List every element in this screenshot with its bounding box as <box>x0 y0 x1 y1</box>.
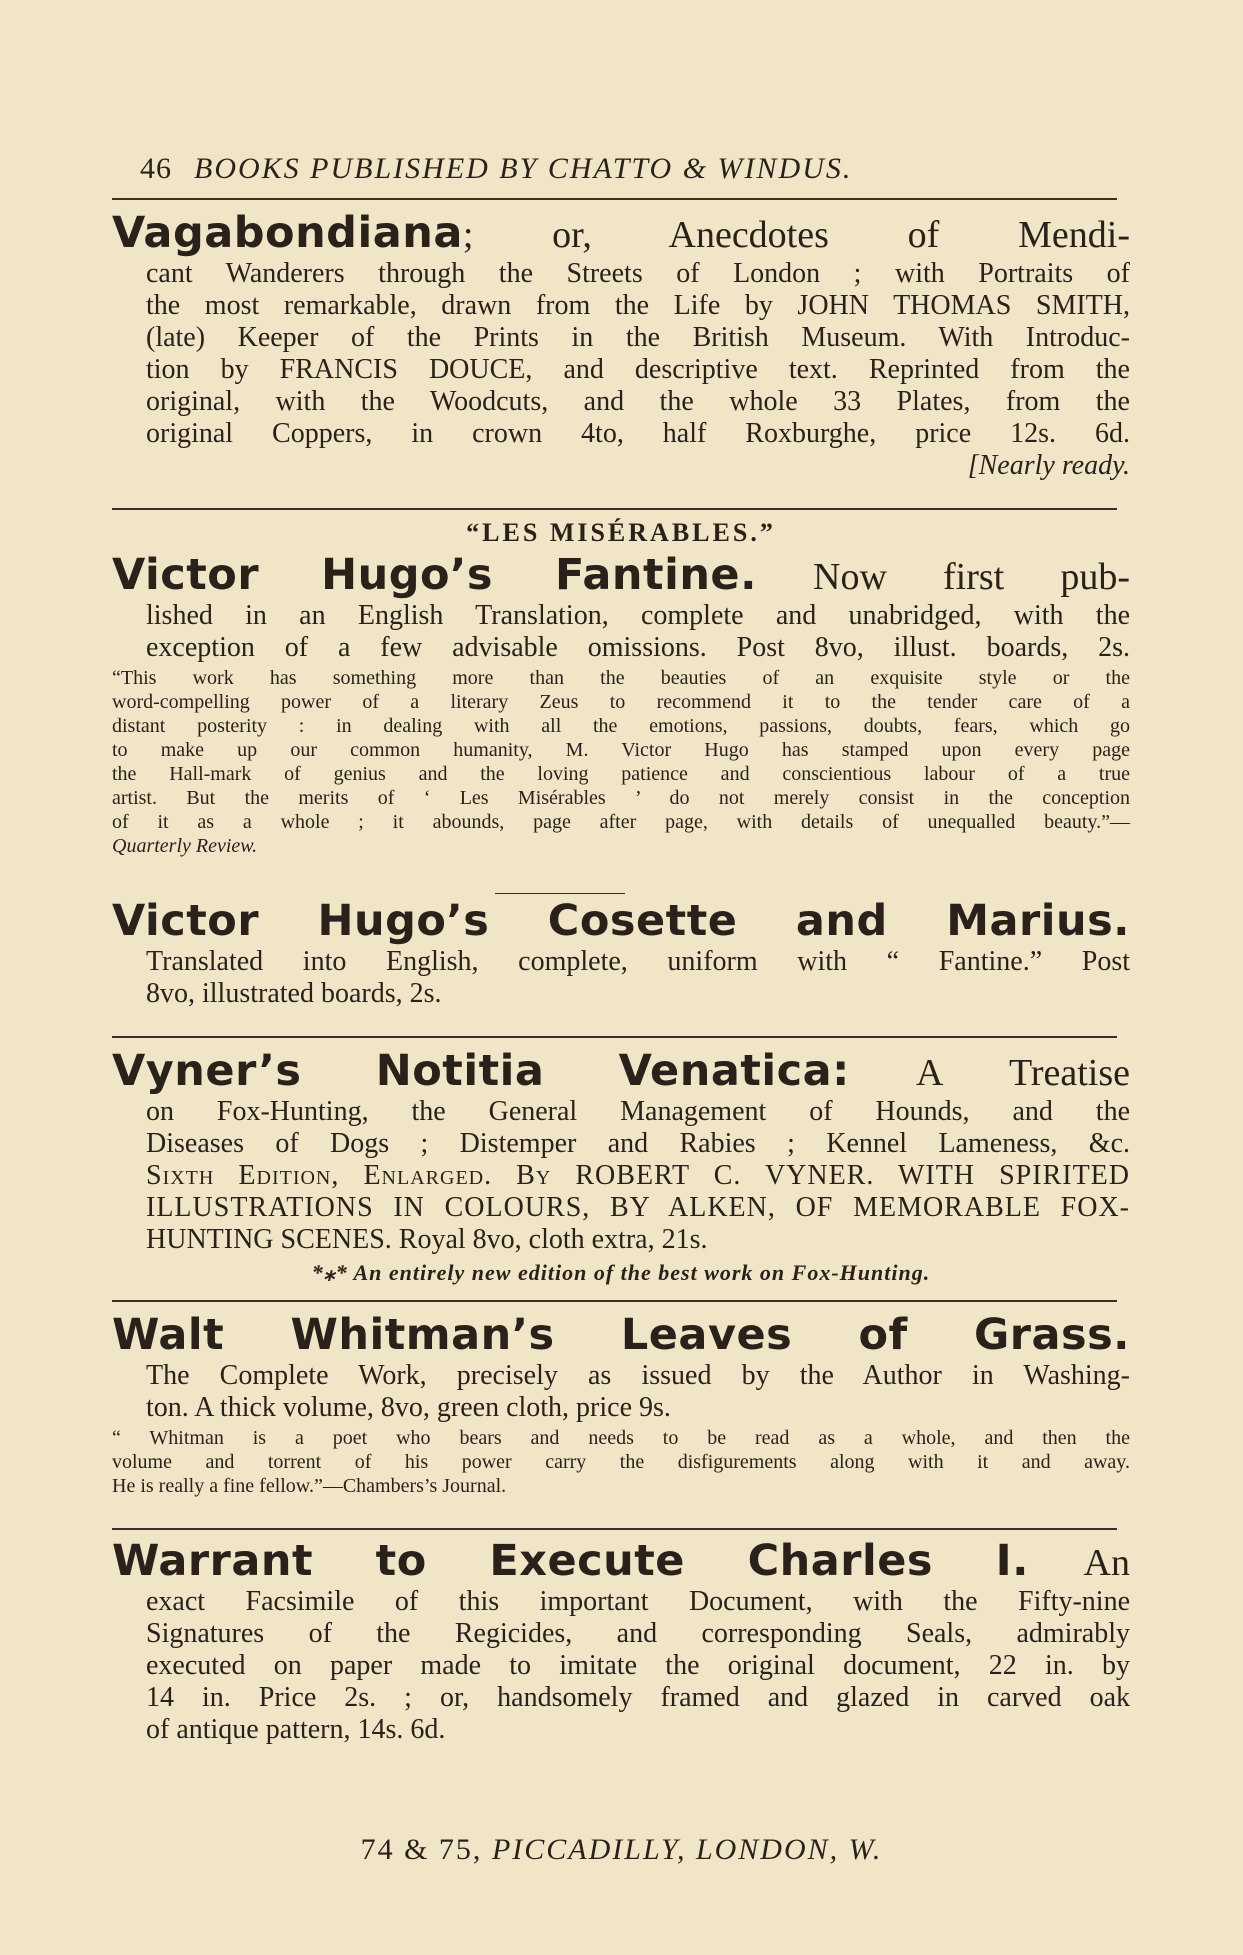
entry-heading <box>112 210 1130 258</box>
entry-vyner <box>112 1048 1130 1286</box>
entry-title: Warrant to Execute Charles I. <box>112 1536 1029 1586</box>
section-rule <box>112 508 1117 510</box>
quote-line: He is really a fine fellow.”—Chambers’s Journal. <box>112 1475 507 1497</box>
text-line: ILLUSTRATIONS IN COLOURS, BY ALKEN, OF MEMORABLE FOX- <box>146 1192 1130 1223</box>
section-rule <box>112 1528 1117 1530</box>
text-line: exception of a few advisable omissions. Post 8vo, illust. boards, 2s. <box>146 632 1130 663</box>
quote-line: to make up our common humanity, M. Victor Hugo has stamped upon every page <box>112 739 1130 761</box>
entry-description <box>112 946 1130 1010</box>
entry-vagabondiana <box>112 210 1130 482</box>
entry-heading <box>112 898 1130 946</box>
entry-heading-rest: A Treatise <box>916 1052 1130 1094</box>
address-number: 74 & 75, <box>360 1833 483 1866</box>
address-street: PICCADILLY, LONDON, W. <box>491 1833 883 1866</box>
status-note: [Nearly ready. <box>967 450 1130 481</box>
entry-title: Vyner’s Notitia Venatica: <box>112 1046 850 1096</box>
edition-note: *⁎* An entirely new edition of the best work on Fox-Hunting. <box>311 1260 931 1285</box>
entry-cosette <box>112 898 1130 1010</box>
text-line: the most remarkable, drawn from the Life by JOHN THOMAS SMITH, <box>146 290 1130 321</box>
quote-line: the Hall-mark of genius and the loving patience and conscientious labour of a true <box>112 763 1130 785</box>
quote-line: “ Whitman is a poet who bears and needs to be read as a whole, and then the <box>112 1427 1130 1449</box>
text-line: exact Facsimile of this important Document, with the Fifty-nine <box>146 1586 1130 1617</box>
text-line: tion by FRANCIS DOUCE, and descriptive text. Reprinted from the <box>146 354 1130 385</box>
quote-line: word-compelling power of a literary Zeus to recommend it to the tender care of a <box>112 691 1130 713</box>
text-line: cant Wanderers through the Streets of London ; with Portraits of <box>146 258 1130 289</box>
entry-whitman <box>112 1312 1130 1498</box>
quote-line: artist. But the merits of ‘ Les Misérables ’ do not merely consist in the conception <box>112 787 1130 809</box>
review-quote <box>112 1426 1130 1498</box>
entry-heading <box>112 1312 1130 1360</box>
text-line: original, with the Woodcuts, and the whole 33 Plates, from the <box>146 386 1130 417</box>
entry-title: Vagabondiana <box>112 208 463 258</box>
entry-description <box>112 258 1130 450</box>
quote-source: Quarterly Review. <box>112 835 258 857</box>
entry-warrant <box>112 1538 1130 1746</box>
entry-title: Walt Whitman’s Leaves of Grass. <box>112 1310 1130 1360</box>
entry-fantine <box>112 518 1130 858</box>
entry-description <box>112 600 1130 664</box>
entry-heading <box>112 1538 1130 1586</box>
entry-heading-rest: ; or, Anecdotes of Mendi- <box>462 214 1130 256</box>
text-line: Translated into English, complete, uniform with “ Fantine.” Post <box>146 946 1130 977</box>
short-rule <box>495 893 625 894</box>
publisher-address <box>0 1833 1243 1867</box>
entry-title: Victor Hugo’s Fantine. <box>112 550 757 600</box>
quote-line: volume and torrent of his power carry the disfigurements along with it and away. <box>112 1451 1130 1473</box>
entry-heading <box>112 552 1130 600</box>
text-line: lished in an English Translation, complete and unabridged, with the <box>146 600 1130 631</box>
text-line: ton. A thick volume, 8vo, green cloth, price 9s. <box>146 1392 671 1423</box>
text-line: executed on paper made to imitate the original document, 22 in. by <box>146 1650 1130 1681</box>
header-rule <box>112 198 1117 200</box>
text-line: Sixth Edition, Enlarged. By ROBERT C. VYNER. WITH SPIRITED <box>146 1160 1130 1191</box>
running-title: BOOKS PUBLISHED BY CHATTO & WINDUS. <box>194 152 853 185</box>
text-line: Diseases of Dogs ; Distemper and Rabies ; Kennel Lameness, &c. <box>146 1128 1130 1159</box>
entry-title: Victor Hugo’s Cosette and Marius. <box>112 896 1130 946</box>
entry-heading <box>112 1048 1130 1096</box>
entry-heading-rest: Now first pub- <box>813 556 1130 598</box>
section-rule <box>112 1036 1117 1038</box>
running-head <box>140 152 1130 186</box>
entry-description <box>112 1096 1130 1256</box>
text-line: original Coppers, in crown 4to, half Roxburghe, price 12s. 6d. <box>146 418 1130 449</box>
text-line: of antique pattern, 14s. 6d. <box>146 1714 446 1745</box>
text-line: 8vo, illustrated boards, 2s. <box>146 978 442 1009</box>
quote-line: “This work has something more than the beauties of an exquisite style or the <box>112 667 1130 689</box>
entry-description <box>112 1586 1130 1746</box>
entry-heading-rest: An <box>1083 1542 1130 1584</box>
entry-description <box>112 1360 1130 1424</box>
text-line: Signatures of the Regicides, and corresponding Seals, admirably <box>146 1618 1130 1649</box>
page-number: 46 <box>140 152 172 185</box>
text-line: HUNTING SCENES. Royal 8vo, cloth extra, 21s. <box>146 1224 708 1255</box>
section-rule <box>112 1300 1117 1302</box>
text-line: 14 in. Price 2s. ; or, handsomely framed and glazed in carved oak <box>146 1682 1130 1713</box>
text-line: The Complete Work, precisely as issued by the Author in Washing- <box>146 1360 1130 1391</box>
text-line: on Fox-Hunting, the General Management of Hounds, and the <box>146 1096 1130 1127</box>
quote-line: of it as a whole ; it abounds, page after page, with details of unequalled beauty.”— <box>112 811 1130 833</box>
quote-line: distant posterity : in dealing with all the emotions, passions, doubts, fears, which go <box>112 715 1130 737</box>
text-line: (late) Keeper of the Prints in the British Museum. With Introduc- <box>146 322 1130 353</box>
review-quote <box>112 666 1130 858</box>
series-caption: “LES MISÉRABLES.” <box>466 518 776 547</box>
